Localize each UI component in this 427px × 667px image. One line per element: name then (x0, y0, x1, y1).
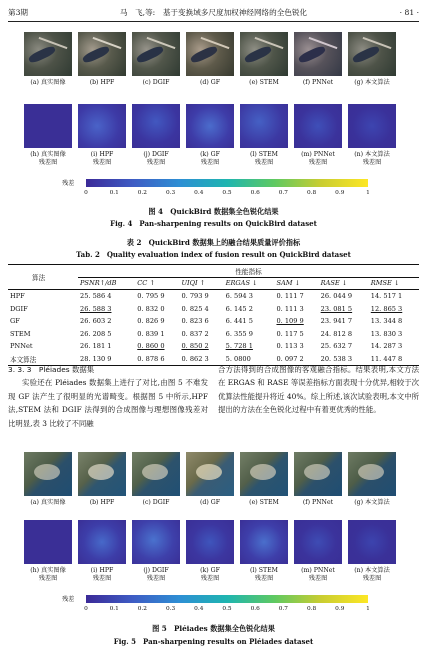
fig5-caption-g: (g) 本文算法 (354, 499, 390, 506)
cell: 24. 812 8 (320, 329, 353, 338)
fig4-caption-b: (b) HPF (89, 79, 115, 86)
results-table (8, 264, 419, 366)
section-left-column (8, 363, 208, 430)
table-title-en: Tab. 2 Quality evaluation index of fusion result on QuickBird dataset (76, 250, 351, 259)
fig4-colorbar-tick: 0.2 (137, 190, 148, 196)
fig5-residual-h (24, 520, 72, 564)
fig4-residual-n (348, 104, 396, 148)
fig4-caption-j: (j) DGIF 残差图 (143, 151, 169, 166)
cell: 0. 111 3 (276, 304, 304, 313)
fig4-caption-i: (i) HPF 残差图 (90, 151, 114, 166)
fig4-colorbar-label: 残差 (62, 180, 75, 187)
paragraph-right: 合方法得到的合成图像的客观融合指标。结果表明,本文方法在 ERGAS 和 RASE 等误差指标方面表现十分优异,相较于次优算法性能提升将近 40%。综上所述,该次试验表明,本文中所提出的方法在全色锐化过程中有着更优秀的性能。 (218, 365, 419, 415)
cell: 14. 287 3 (370, 342, 403, 351)
fig4-colorbar-tick: 0.3 (165, 190, 176, 196)
fig5-colorbar-tick: 0.1 (109, 606, 119, 612)
fig5-colorbar-tick: 0.8 (306, 606, 317, 612)
cell: 0. 113 3 (276, 342, 304, 351)
fig4-caption-l: (l) STEM 残差图 (250, 151, 278, 166)
fig4-colorbar-tick: 1 (366, 190, 370, 196)
cell: 13. 344 8 (370, 317, 403, 326)
fig5-colorbar-tick: 0.9 (335, 606, 345, 612)
fig4-residual-l (240, 104, 288, 148)
cell: 0. 832 0 (137, 304, 165, 313)
fig5-residual-n (348, 520, 396, 564)
fig4-caption-e: (e) STEM (249, 79, 279, 86)
fig5-caption-a: (a) 真实图像 (30, 499, 66, 506)
paragraph-left: 实验还在 Pléiades 数据集上进行了对比,由图 5 不难发现 GF 法产生了很明显的光谱畸变。根据图 5 中所示,HPF 法,STEM 法和 DGIF 法得到的合成图像与理想图像残差对比明显,表 3 比较了不同融 (8, 378, 208, 428)
table-row (8, 327, 419, 340)
fig4-colorbar-gradient (86, 179, 368, 187)
cell: 26. 181 1 (80, 342, 112, 351)
fig4-colorbar-tick: 0.5 (222, 190, 232, 196)
fig5-caption-j: (j) DGIF 残差图 (143, 567, 169, 582)
cell: 0. 839 1 (137, 329, 165, 338)
fig4-caption-c: (c) DGIF (142, 79, 170, 86)
fig5-image-a (24, 452, 72, 496)
fig5-colorbar-tick: 0.6 (250, 606, 260, 612)
fig5-caption-en: Fig. 5 Pan-sharpening results on Pléiades dataset (113, 637, 314, 646)
cell: 25. 586 4 (78, 290, 135, 303)
fig5-colorbar-tick: 0.2 (137, 606, 148, 612)
cell: 13. 830 3 (370, 329, 403, 338)
fig5-image-c (132, 452, 180, 496)
fig5-caption-h: (h) 真实图像 残差图 (30, 567, 66, 582)
cell: 14. 517 1 (369, 290, 419, 303)
cell: 0. 097 2 (274, 353, 318, 366)
fig5-colorbar (62, 593, 382, 617)
header-rule (8, 21, 419, 22)
fig5-bottom-captions (24, 567, 396, 589)
fig4-image-c (132, 32, 180, 76)
fig4-caption-f: (f) PNNet (302, 79, 334, 86)
fig5-residual-k (186, 520, 234, 564)
cell: 0. 825 4 (181, 304, 209, 313)
fig4-top-captions (24, 79, 396, 101)
fig4-colorbar-tick: 0.7 (278, 190, 289, 196)
cell: 12. 865 3 (370, 304, 403, 313)
cell: 6. 594 3 (224, 290, 275, 303)
cell: 26. 603 2 (80, 317, 112, 326)
fig4-caption-cn: 图 4 QuickBird 数据集全色锐化结果 (148, 207, 279, 216)
cell: 25. 632 7 (320, 342, 353, 351)
row-name: STEM (10, 329, 31, 338)
fig4-colorbar-tick: 0.8 (306, 190, 317, 196)
fig5-residual-l (240, 520, 288, 564)
cell: 26. 588 3 (80, 304, 112, 313)
fig4-caption-k: (k) GF 残差图 (200, 151, 220, 166)
cell: 0. 795 9 (135, 290, 179, 303)
fig4-bottom-captions (24, 151, 396, 173)
row-name: PNNet (10, 342, 33, 351)
fig4-residual-j (132, 104, 180, 148)
table-row (8, 302, 419, 315)
cell: 0. 878 6 (135, 353, 179, 366)
fig5-residual-row (24, 520, 396, 564)
fig5-residual-j (132, 520, 180, 564)
fig5-colorbar-tick: 1 (366, 606, 370, 612)
fig4-caption-m: (m) PNNet 残差图 (301, 151, 335, 166)
cell: 5. 0800 (224, 353, 275, 366)
fig5-image-row (24, 452, 396, 496)
fig5-colorbar-tick: 0.3 (165, 606, 176, 612)
row-name: GF (10, 317, 20, 326)
metric-header: CC ↑ (137, 279, 155, 288)
cell: 0. 862 3 (179, 353, 223, 366)
metric-header: RMSE ↓ (370, 279, 400, 288)
fig4-caption-a: (a) 真实图像 (30, 79, 66, 86)
cell: 11. 447 8 (369, 353, 419, 366)
fig4-caption-h: (h) 真实图像 残差图 (30, 151, 66, 166)
fig4-caption-n: (n) 本文算法 残差图 (354, 151, 390, 166)
running-header (8, 6, 419, 20)
cell: 20. 538 3 (319, 353, 369, 366)
cell: 6. 441 5 (225, 317, 253, 326)
fig5-caption-c: (c) DGIF (142, 499, 170, 506)
fig5-colorbar-tick: 0.4 (194, 606, 204, 612)
running-title: 马 飞,等: 基于变换域多尺度加权神经网络的全色锐化 (119, 8, 308, 17)
fig5-image-e (240, 452, 288, 496)
fig4-residual-h (24, 104, 72, 148)
fig4-residual-m (294, 104, 342, 148)
cell: 26. 208 5 (80, 329, 112, 338)
row-name: DGIF (10, 304, 28, 313)
fig4-colorbar-tick: 0.1 (109, 190, 119, 196)
cell: 0. 111 7 (274, 290, 318, 303)
fig4-caption-g: (g) 本文算法 (354, 79, 390, 86)
fig5-caption-n: (n) 本文算法 残差图 (354, 567, 390, 582)
fig5-image-g (348, 452, 396, 496)
issue-number: 第3期 (8, 8, 29, 17)
fig4-caption-d: (d) GF (200, 79, 220, 86)
fig5-caption-k: (k) GF 残差图 (200, 567, 220, 582)
fig4-image-e (240, 32, 288, 76)
fig5-colorbar-tick: 0 (84, 606, 88, 612)
fig4-caption-en: Fig. 4 Pan-sharpening results on QuickBird dataset (110, 219, 317, 228)
fig4-image-d (186, 32, 234, 76)
metric-header: PSNR↑/dB (80, 279, 117, 288)
fig4-colorbar-tick: 0.4 (194, 190, 204, 196)
cell: 0. 823 6 (181, 317, 209, 326)
table-row (8, 290, 419, 303)
metric-header: UIQI ↑ (181, 279, 206, 288)
metric-header: ERGAS ↓ (225, 279, 258, 288)
fig5-caption-f: (f) PNNet (302, 499, 334, 506)
cell: 23. 081 5 (320, 304, 353, 313)
fig4-residual-i (78, 104, 126, 148)
cell: 28. 130 9 (78, 353, 135, 366)
fig4-colorbar (62, 177, 382, 201)
cell: 0. 860 0 (137, 342, 165, 351)
fig5-residual-m (294, 520, 342, 564)
fig4-colorbar-tick: 0.6 (250, 190, 260, 196)
table-row (8, 315, 419, 328)
cell: 0. 117 5 (276, 329, 304, 338)
fig4-residual-k (186, 104, 234, 148)
fig5-image-f (294, 452, 342, 496)
metric-group-header: 性能指标 (78, 265, 419, 278)
cell: 0. 793 9 (179, 290, 223, 303)
section-heading: 3. 3. 3 Pléiades 数据集 (8, 365, 95, 374)
fig4-colorbar-tick: 0 (84, 190, 88, 196)
fig4-image-b (78, 32, 126, 76)
cell: 26. 044 9 (319, 290, 369, 303)
fig5-colorbar-tick: 0.7 (278, 606, 289, 612)
fig5-colorbar-gradient (86, 595, 368, 603)
fig5-top-captions (24, 499, 396, 521)
fig5-caption-cn: 图 5 Pléiades 数据集全色锐化结果 (152, 624, 275, 633)
fig5-caption-d: (d) GF (200, 499, 220, 506)
fig4-image-g (348, 32, 396, 76)
table-row (8, 340, 419, 353)
cell: 0. 826 9 (137, 317, 165, 326)
table-title-cn: 表 2 QuickBird 数据集上的融合结果质量评价指标 (126, 238, 301, 247)
fig5-residual-i (78, 520, 126, 564)
metric-header: RASE ↓ (320, 279, 348, 288)
fig5-image-d (186, 452, 234, 496)
fig5-caption-e: (e) STEM (249, 499, 279, 506)
cell: 23. 941 7 (320, 317, 353, 326)
fig4-image-a (24, 32, 72, 76)
row-name: 本文算法 (8, 353, 78, 366)
cell: 0. 109 9 (276, 317, 304, 326)
row-name: HPF (8, 290, 78, 303)
cell: 6. 145 2 (225, 304, 253, 313)
fig5-caption-m: (m) PNNet 残差图 (301, 567, 335, 582)
cell: 6. 355 9 (225, 329, 253, 338)
cell: 5. 728 1 (225, 342, 253, 351)
fig4-colorbar-tick: 0.9 (335, 190, 345, 196)
fig4-residual-row (24, 104, 396, 148)
fig5-image-b (78, 452, 126, 496)
cell: 0. 837 2 (181, 329, 209, 338)
fig5-colorbar-label: 残差 (62, 596, 75, 603)
fig5-caption-b: (b) HPF (89, 499, 115, 506)
fig5-colorbar-tick: 0.5 (222, 606, 232, 612)
metric-header: SAM ↓ (276, 279, 301, 288)
fig5-caption-l: (l) STEM 残差图 (250, 567, 278, 582)
page-number: · 81 · (399, 8, 419, 17)
fig5-caption-i: (i) HPF 残差图 (90, 567, 114, 582)
fig4-image-f (294, 32, 342, 76)
fig4-image-row (24, 32, 396, 76)
cell: 0. 850 2 (181, 342, 209, 351)
algo-header: 算法 (8, 265, 78, 290)
